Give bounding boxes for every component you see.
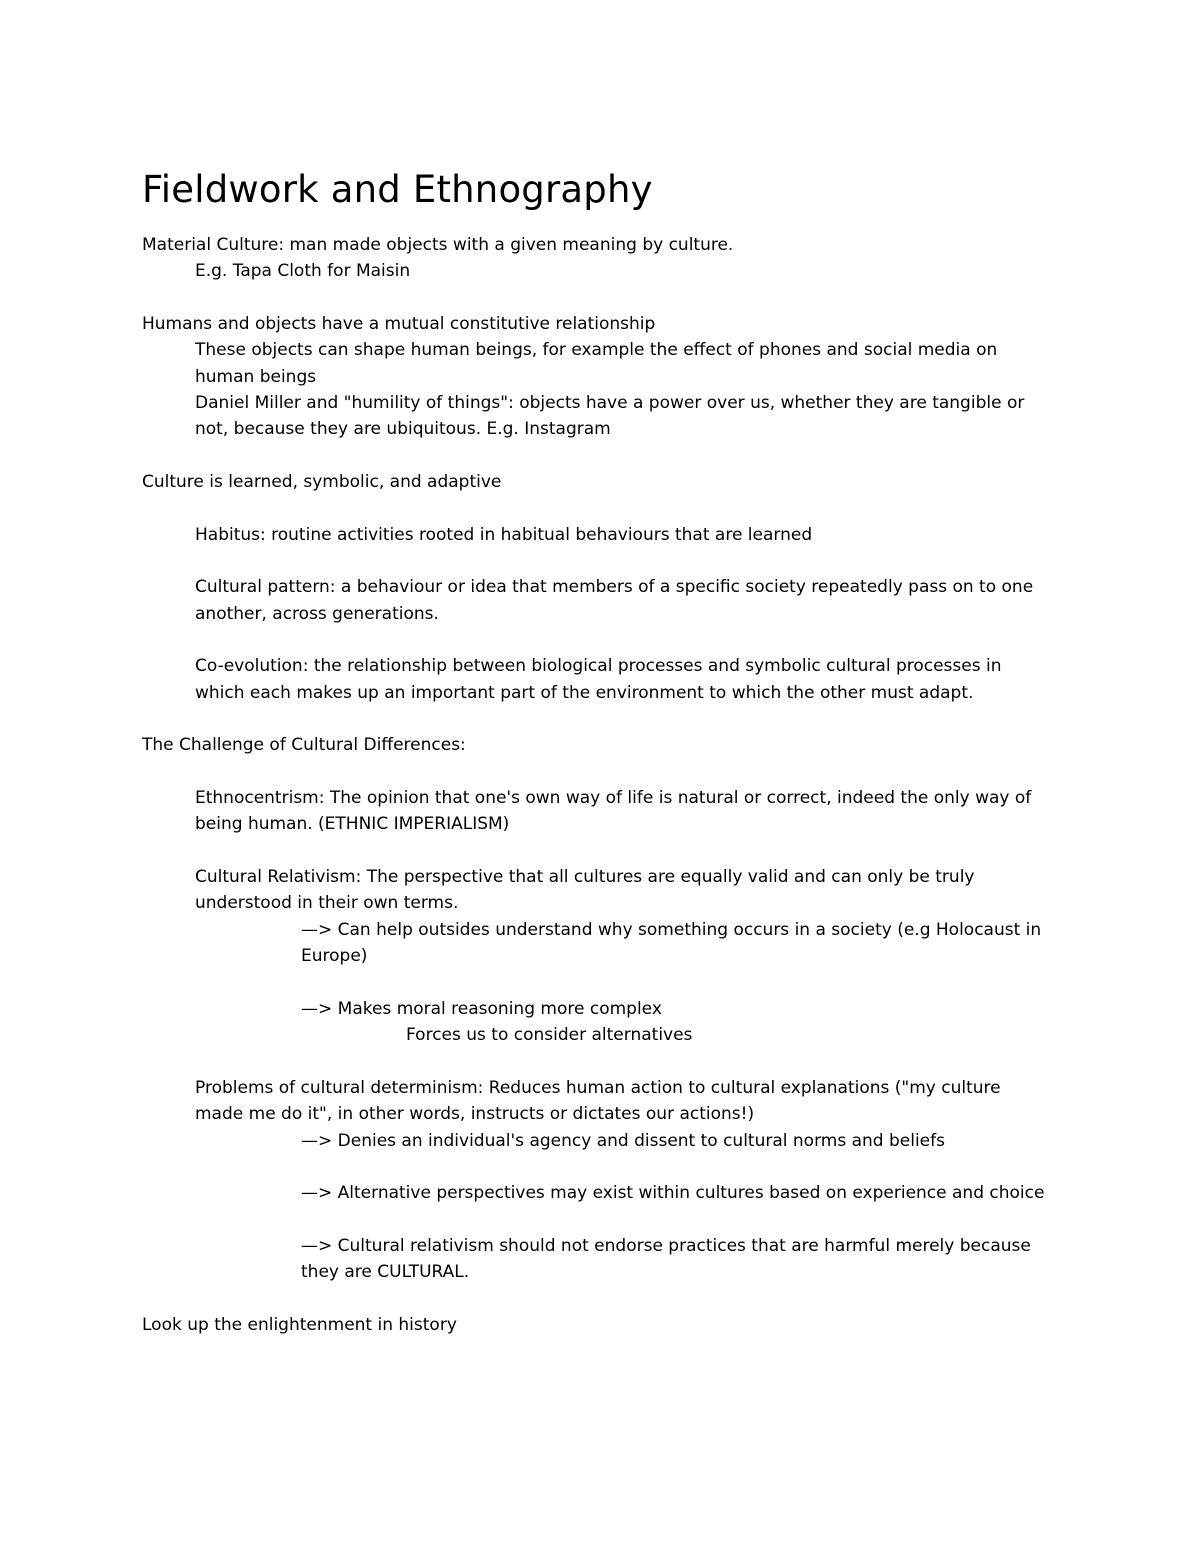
text-line: not, because they are ubiquitous. E.g. Instagram xyxy=(195,419,611,439)
text-line: Culture is learned, symbolic, and adaptive xyxy=(142,472,502,492)
text-line: being human. (ETHNIC IMPERIALISM) xyxy=(195,814,510,834)
document-title: Fieldwork and Ethnography xyxy=(142,167,653,211)
text-line: understood in their own terms. xyxy=(195,893,459,913)
text-line: —> Denies an individual's agency and dissent to cultural norms and beliefs xyxy=(301,1131,945,1151)
text-line: Europe) xyxy=(301,946,368,966)
text-line: The Challenge of Cultural Differences: xyxy=(142,735,466,755)
text-line: These objects can shape human beings, for example the effect of phones and social media on xyxy=(195,340,998,360)
text-line: Daniel Miller and "humility of things": objects have a power over us, whether they are tangible or xyxy=(195,393,1025,413)
text-line: Cultural pattern: a behaviour or idea that members of a specific society repeatedly pass on to one xyxy=(195,577,1034,597)
text-line: Problems of cultural determinism: Reduces human action to cultural explanations ("my culture xyxy=(195,1078,1001,1098)
text-line: another, across generations. xyxy=(195,604,439,624)
text-line: human beings xyxy=(195,367,317,387)
text-line: Forces us to consider alternatives xyxy=(406,1025,693,1045)
text-line: —> Makes moral reasoning more complex xyxy=(301,999,662,1019)
text-line: Humans and objects have a mutual constitutive relationship xyxy=(142,314,656,334)
text-line: —> Can help outsides understand why something occurs in a society (e.g Holocaust in xyxy=(301,920,1042,940)
text-line: Ethnocentrism: The opinion that one's own way of life is natural or correct, indeed the only way of xyxy=(195,788,1032,808)
text-line: they are CULTURAL. xyxy=(301,1262,470,1282)
text-line: E.g. Tapa Cloth for Maisin xyxy=(195,261,411,281)
text-line: Material Culture: man made objects with a given meaning by culture. xyxy=(142,235,734,255)
text-line: Look up the enlightenment in history xyxy=(142,1315,457,1335)
text-line: —> Alternative perspectives may exist within cultures based on experience and choice xyxy=(301,1183,1045,1203)
text-line: Habitus: routine activities rooted in habitual behaviours that are learned xyxy=(195,525,813,545)
text-line: —> Cultural relativism should not endorse practices that are harmful merely because xyxy=(301,1236,1031,1256)
text-line: made me do it", in other words, instructs or dictates our actions!) xyxy=(195,1104,755,1124)
text-line: Co-evolution: the relationship between biological processes and symbolic cultural processes in xyxy=(195,656,1002,676)
text-line: Cultural Relativism: The perspective that all cultures are equally valid and can only be truly xyxy=(195,867,975,887)
text-line: which each makes up an important part of the environment to which the other must adapt. xyxy=(195,683,974,703)
